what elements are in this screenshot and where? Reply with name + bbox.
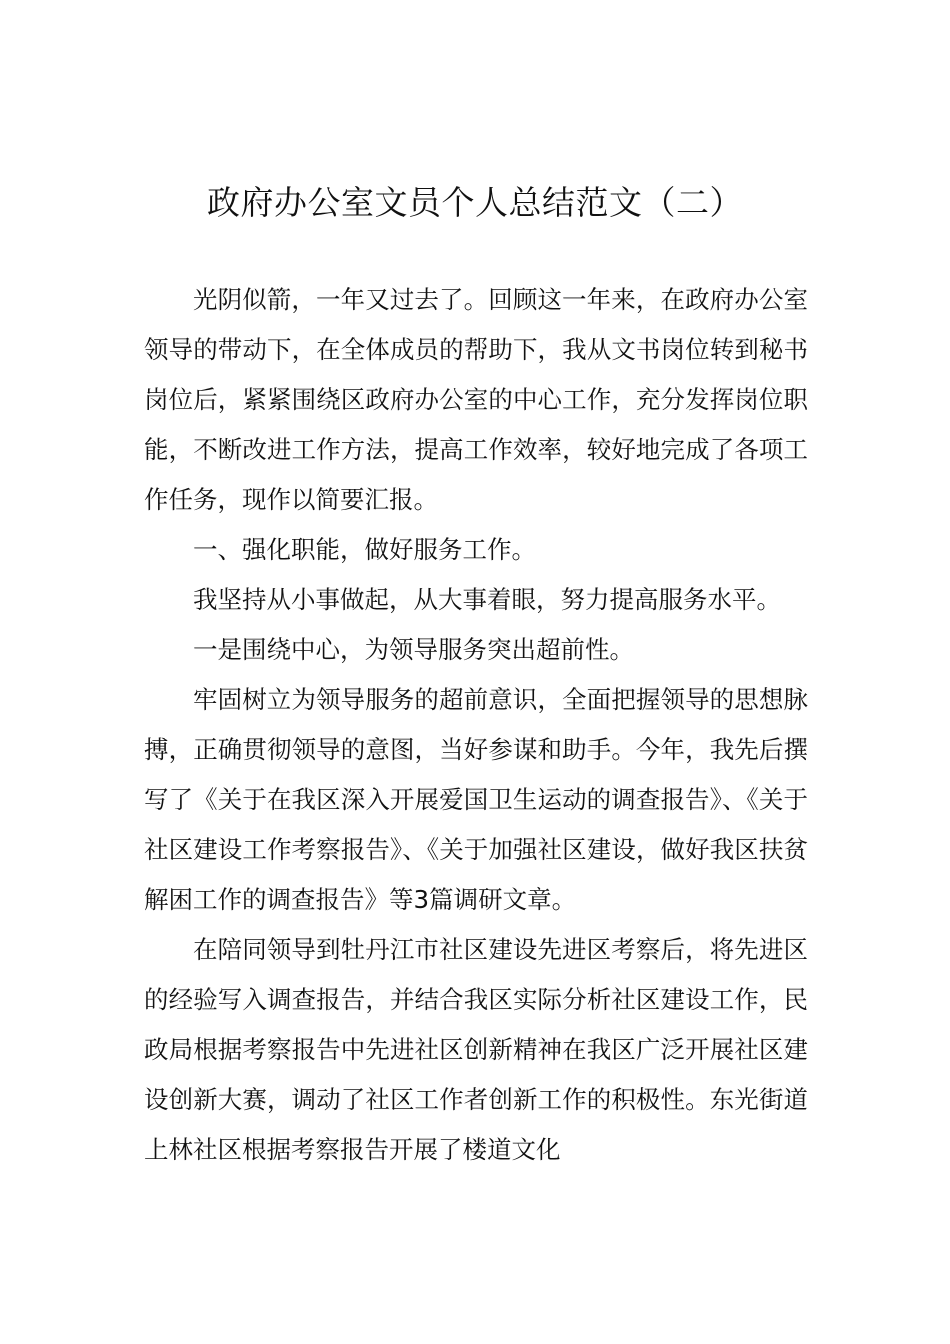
document-title: 政府办公室文员个人总结范文（二） (207, 183, 743, 222)
section-heading: 一、强化职能，做好服务工作。 (193, 535, 536, 564)
paragraph: 在陪同领导到牡丹江市社区建设先进区考察后，将先进区的经验写入调查报告，并结合我区实际分析社区建设工作，民政局根据考察报告中先进社区创新精神在我区广泛开展社区建设创新大赛，调动了社区工作者创新工作的积极性。东光街道上林社区根据考察报告开展了楼道文化 (144, 935, 808, 1164)
paragraph: 牢固树立为领导服务的超前意识，全面把握领导的思想脉搏，正确贯彻领导的意图，当好参谋和助手。今年，我先后撰写了《关于在我区深入开展爱国卫生运动的调查报告》、《关于社区建设工作考察报告》、《关于加强社区建设，做好我区扶贫解困工作的调查报告》等3篇调研文章。 (144, 685, 808, 914)
sub-heading: 一是围绕中心，为领导服务突出超前性。 (193, 635, 634, 664)
paragraph-intro: 光阴似箭，一年又过去了。回顾这一年来，在政府办公室领导的带动下，在全体成员的帮助下，我从文书岗位转到秘书岗位后，紧紧围绕区政府办公室的中心工作，充分发挥岗位职能，不断改进工作方法，提高工作效率，较好地完成了各项工作任务，现作以简要汇报。 (144, 285, 808, 514)
document-body (144, 275, 808, 1175)
paragraph: 我坚持从小事做起，从大事着眼，努力提高服务水平。 (193, 585, 781, 614)
